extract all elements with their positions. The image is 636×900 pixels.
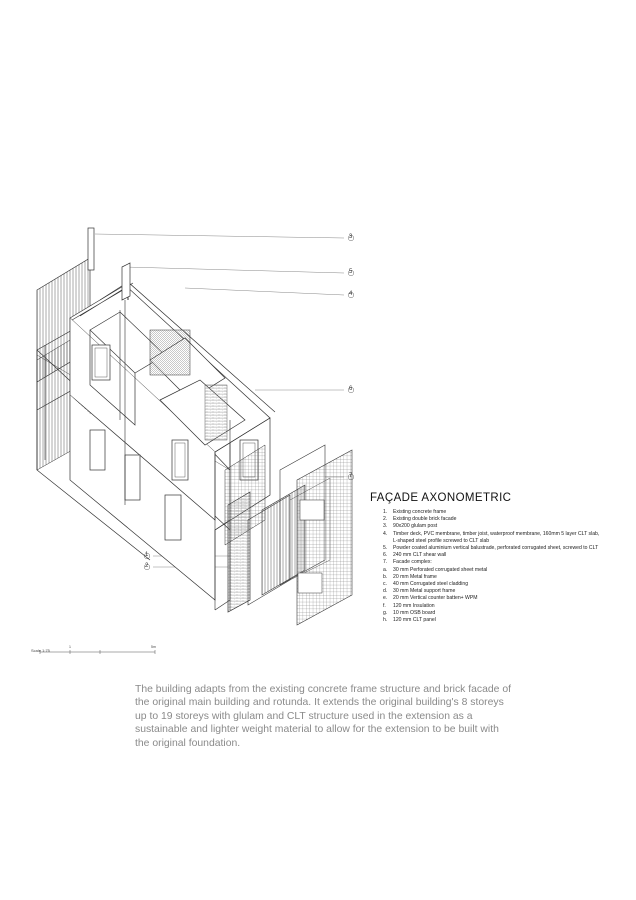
legend-item-text: 10 mm OSB board	[393, 609, 436, 616]
legend-item-label	[383, 538, 393, 545]
legend-item-label: f.	[383, 602, 386, 609]
legend-item-text: 120 mm Insulation	[393, 602, 435, 609]
legend-item-label: a.	[383, 566, 388, 573]
scale-end-label: 5m	[151, 645, 156, 649]
callout-4: 4	[349, 291, 353, 297]
legend-item-label: 1.	[383, 509, 388, 515]
callout-6: 6	[349, 386, 353, 392]
legend-item-label: h.	[383, 617, 388, 624]
legend-item-label: b.	[383, 573, 388, 580]
scale-mid-label: 1	[69, 645, 71, 649]
legend-item	[383, 617, 633, 624]
legend-item-text: 90x200 glulam post	[393, 523, 438, 530]
legend-item-label: 2.	[383, 516, 388, 523]
legend-item	[383, 581, 633, 588]
scale-label: Scale 1:75	[31, 648, 50, 653]
legend-item-text: Facade complex:	[393, 559, 432, 566]
legend-item	[383, 588, 633, 595]
legend-item-text: 40 mm Corrugated steel cladding	[393, 581, 469, 588]
legend-item-text: 30 mm Perforated corrugated sheet metal	[393, 566, 488, 573]
callout-2: 2	[145, 563, 149, 569]
legend-item-text: Powder coated aluminium vertical balustrade, perforated corrugated sheet, screwed to CLT	[393, 545, 599, 552]
legend-item	[383, 567, 633, 574]
legend-item-label: 6.	[383, 552, 388, 559]
legend-item-text: 20 mm Metal frame	[393, 573, 437, 580]
structure-linework	[37, 228, 275, 612]
legend-item-text: Timber deck, PVC membrane, timber joist, waterproof membrane, 160mm 5 layer CLT slab,	[393, 530, 600, 537]
legend-item	[383, 595, 633, 602]
legend-item-text: 120 mm CLT panel	[393, 617, 436, 624]
callout-3: 3	[349, 234, 353, 240]
legend-item	[383, 574, 633, 581]
legend-item-label: g.	[383, 609, 388, 616]
legend-item-text: 20 mm Vertical counter batten+ WPM	[393, 595, 478, 602]
legend-item	[383, 516, 633, 523]
legend-item-label: e.	[383, 595, 388, 602]
legend-item-text: Existing concrete frame	[393, 509, 447, 515]
callout-7: 7	[349, 473, 353, 479]
legend-item	[383, 545, 633, 552]
legend-item-label: 5.	[383, 545, 388, 552]
legend-item-label: d.	[383, 588, 388, 595]
legend-item	[383, 538, 633, 545]
callout-1: 1	[145, 552, 149, 558]
scale-bar	[40, 650, 155, 654]
legend-item-label: c.	[383, 581, 387, 588]
legend-item-label: 4.	[383, 530, 388, 537]
legend-item-text: 240 mm CLT shear wall	[393, 552, 447, 559]
legend-item	[383, 531, 633, 538]
legend-item	[383, 552, 633, 559]
legend-list	[383, 509, 633, 624]
legend-item	[383, 610, 633, 617]
legend-item	[383, 509, 633, 516]
legend-item-label: 7.	[383, 559, 388, 566]
legend-item-label: 3.	[383, 523, 388, 530]
legend-item-text: L-shaped steel profile screwed to CLT slab	[393, 537, 490, 544]
legend-item	[383, 603, 633, 610]
legend-item	[383, 559, 633, 566]
legend-item	[383, 523, 633, 530]
legend-title: FAÇADE AXONOMETRIC	[370, 492, 512, 504]
legend-item-text: Existing double brick facade	[393, 516, 457, 523]
caption-paragraph: The building adapts from the existing concrete frame structure and brick facade of the original main building and rotunda. It extends the original building's 8 storeys up to 19 storeys with glulam and CLT structure used in the extension as a sustainable and lighter weight material to allow for the extension to be built with the original foundation.	[135, 684, 511, 749]
callout-5: 5	[349, 269, 353, 275]
legend-item-text: 30 mm Metal support frame	[393, 588, 456, 595]
